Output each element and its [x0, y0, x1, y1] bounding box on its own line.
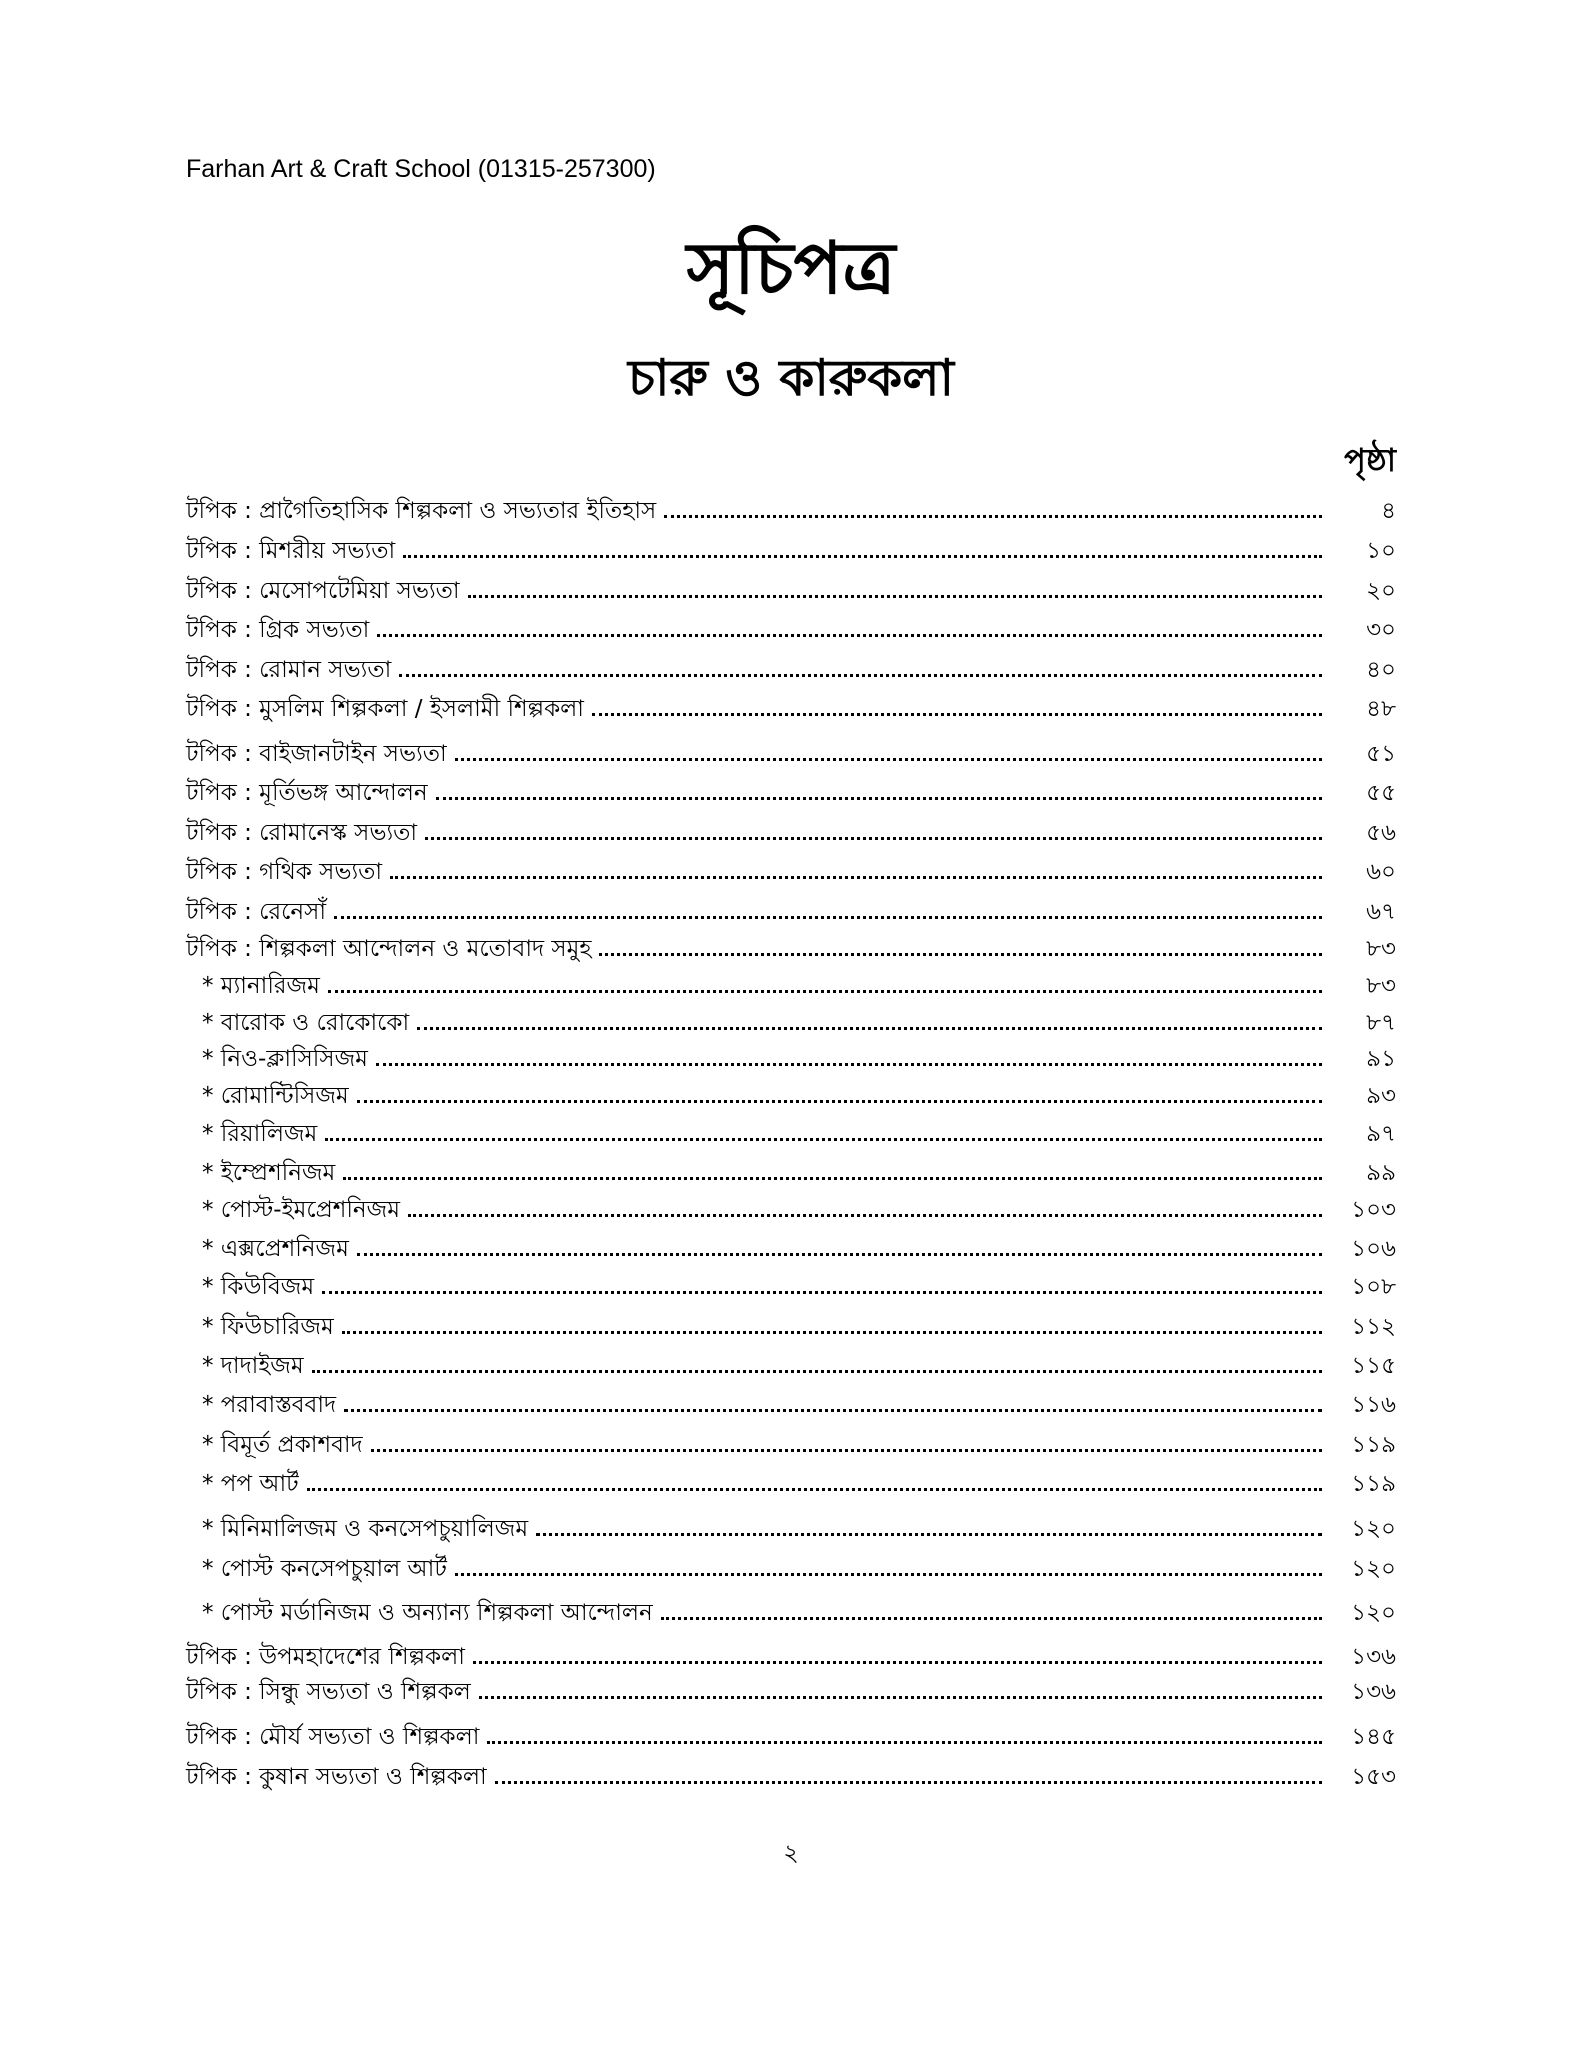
toc-entry-label: * পোস্ট-ইমপ্রেশনিজম	[202, 1197, 401, 1223]
dot-leader	[357, 1253, 1322, 1256]
toc-entry-label: টপিক : মুসলিম শিল্পকলা / ইসলামী শিল্পকলা	[186, 696, 584, 722]
dot-leader	[536, 1533, 1322, 1536]
toc-entry-label: টপিক : মৌর্য সভ্যতা ও শিল্পকলা	[186, 1724, 480, 1750]
toc-entry-label: * ইম্প্রেশনিজম	[202, 1160, 336, 1186]
toc-entry	[186, 1594, 1396, 1628]
toc-entry-label: * পপ আর্ট	[202, 1471, 299, 1497]
toc-entry	[186, 814, 1396, 848]
toc-entry	[186, 967, 1396, 1001]
toc-entry-label: টপিক : উপমহাদেশের শিল্পকলা	[186, 1644, 465, 1670]
toc-entry-label: * কিউবিজম	[202, 1274, 315, 1300]
toc-entry-label: টপিক : রেনেসাঁ	[186, 899, 327, 925]
dot-leader	[399, 674, 1322, 677]
dot-leader	[307, 1488, 1322, 1491]
toc-entry-label: * এক্সপ্রেশনিজম	[202, 1236, 349, 1262]
toc-entry-label: * মিনিমালিজম ও কনসেপচুয়ালিজম	[202, 1516, 529, 1542]
toc-entry	[186, 1308, 1396, 1342]
toc-entry-page-number: ৫৬	[1366, 820, 1396, 846]
toc-entry-label: টপিক : মূর্তিভঙ্গ আন্দোলন	[186, 780, 428, 806]
dot-leader	[473, 1661, 1322, 1664]
toc-entry-page-number: ২০	[1366, 578, 1396, 604]
dot-leader	[342, 1331, 1322, 1334]
toc-entry-page-number: ১৩৬	[1351, 1679, 1396, 1705]
toc-entry-page-number: ১০৩	[1351, 1197, 1396, 1223]
toc-entry-page-number: ১১২	[1351, 1314, 1396, 1340]
toc-entry	[186, 532, 1396, 566]
toc-entry	[186, 690, 1396, 724]
toc-entry	[186, 1040, 1396, 1074]
toc-entry	[186, 853, 1396, 887]
toc-entry-label: * ফিউচারিজম	[202, 1314, 334, 1340]
dot-leader	[376, 1063, 1322, 1066]
school-header: Farhan Art & Craft School (01315-257300)	[186, 155, 656, 183]
toc-entry-page-number: ১২০	[1351, 1600, 1396, 1626]
dot-leader	[661, 1617, 1322, 1620]
dot-leader	[377, 634, 1322, 637]
toc-entry	[186, 1347, 1396, 1381]
dot-leader	[417, 1027, 1322, 1030]
toc-entry-page-number: ৮৩	[1366, 936, 1396, 962]
toc-entry	[186, 735, 1396, 769]
toc-entry-label: টপিক : রোমান সভ্যতা	[186, 657, 392, 683]
toc-entry	[186, 1077, 1396, 1111]
toc-entry-label: টপিক : রোমানেস্ক সভ্যতা	[186, 820, 418, 846]
toc-entry	[186, 774, 1396, 808]
dot-leader	[312, 1370, 1322, 1373]
dot-leader	[599, 953, 1322, 956]
toc-entry-label: * দাদাইজম	[202, 1353, 304, 1379]
dot-leader	[325, 1138, 1322, 1141]
dot-leader	[592, 713, 1322, 716]
page-number: ২	[783, 1839, 799, 1867]
toc-entry-page-number: ১১৬	[1351, 1392, 1396, 1418]
toc-entry-label: * রিয়ালিজম	[202, 1121, 318, 1147]
toc-entry-label: টপিক : মিশরীয় সভ্যতা	[186, 538, 396, 564]
dot-leader	[403, 555, 1322, 558]
page-column-heading: পৃষ্ঠা	[1344, 441, 1396, 479]
dot-leader	[371, 1449, 1322, 1452]
dot-leader	[487, 1741, 1322, 1744]
toc-entry-page-number: ৪০	[1366, 657, 1396, 683]
toc-entry	[186, 1386, 1396, 1420]
dot-leader	[425, 837, 1322, 840]
toc-entry-label: টপিক : গ্রিক সভ্যতা	[186, 617, 370, 643]
dot-leader	[408, 1214, 1322, 1217]
toc-entry	[186, 1154, 1396, 1188]
toc-entry	[186, 1673, 1396, 1707]
toc-entry	[186, 492, 1396, 526]
toc-entry-label: * পোস্ট মর্ডানিজম ও অন্যান্য শিল্পকলা আন্দোলন	[202, 1600, 653, 1626]
dot-leader	[436, 797, 1322, 800]
dot-leader	[343, 1177, 1322, 1180]
toc-entry-label: * পোস্ট কনসেপচুয়াল আর্ট	[202, 1556, 447, 1582]
toc-entry	[186, 893, 1396, 927]
dot-leader	[455, 758, 1322, 761]
table-of-contents	[186, 0, 1396, 2047]
dot-leader	[390, 876, 1322, 879]
toc-entry-page-number: ১৫৩	[1351, 1764, 1396, 1790]
toc-entry	[186, 1758, 1396, 1792]
toc-entry	[186, 1638, 1396, 1672]
toc-entry-page-number: ১২০	[1351, 1516, 1396, 1542]
dot-leader	[479, 1696, 1322, 1699]
toc-entry-label: টপিক : শিল্পকলা আন্দোলন ও মতোবাদ সমুহ	[186, 936, 592, 962]
toc-entry-page-number: ৩০	[1366, 617, 1396, 643]
toc-entry	[186, 1191, 1396, 1225]
page-subtitle: চারু ও কারুকলা	[627, 349, 955, 407]
toc-entry-label: টপিক : মেসোপটেমিয়া সভ্যতা	[186, 578, 460, 604]
toc-entry-page-number: ১০	[1366, 538, 1396, 564]
toc-entry	[186, 1230, 1396, 1264]
toc-entry-label: টপিক : গথিক সভ্যতা	[186, 859, 383, 885]
toc-entry-page-number: ৫১	[1366, 741, 1396, 767]
toc-entry-page-number: ১৪৫	[1351, 1724, 1396, 1750]
toc-entry-page-number: ৪	[1381, 498, 1396, 524]
toc-entry	[186, 1004, 1396, 1038]
toc-entry-label: টপিক : বাইজানটাইন সভ্যতা	[186, 741, 447, 767]
toc-entry-page-number: ১২০	[1351, 1556, 1396, 1582]
toc-entry-page-number: ৬৭	[1366, 899, 1396, 925]
toc-entry-label: টপিক : প্রাগৈতিহাসিক শিল্পকলা ও সভ্যতার ইতিহাস	[186, 498, 657, 524]
toc-entry-page-number: ৯১	[1366, 1046, 1396, 1072]
toc-entry-label: * বারোক ও রোকোকো	[202, 1010, 410, 1036]
dot-leader	[344, 1409, 1322, 1412]
toc-entry	[186, 1718, 1396, 1752]
toc-entry-page-number: ৫৫	[1366, 780, 1396, 806]
dot-leader	[468, 595, 1322, 598]
toc-entry-label: টপিক : কুষান সভ্যতা ও শিল্পকলা	[186, 1764, 487, 1790]
dot-leader	[334, 916, 1322, 919]
toc-entry-page-number: ৬০	[1366, 859, 1396, 885]
toc-entry-label: * বিমূর্ত প্রকাশবাদ	[202, 1432, 363, 1458]
toc-entry-page-number: ১১৯	[1351, 1471, 1396, 1497]
toc-entry-page-number: ৮৭	[1366, 1010, 1396, 1036]
toc-entry-label: টপিক : সিন্ধু সভ্যতা ও শিল্পকল	[186, 1679, 471, 1705]
toc-entry-page-number: ১১৯	[1351, 1432, 1396, 1458]
toc-entry-label: * নিও-ক্লাসিসিজম	[202, 1046, 368, 1072]
toc-entry	[186, 1465, 1396, 1499]
page-title: সূচিপত্র	[686, 226, 896, 310]
toc-entry	[186, 1426, 1396, 1460]
dot-leader	[328, 990, 1322, 993]
dot-leader	[322, 1291, 1322, 1294]
toc-entry-page-number: ১১৫	[1351, 1353, 1396, 1379]
dot-leader	[664, 515, 1322, 518]
toc-entry-page-number: ৮৩	[1366, 973, 1396, 999]
toc-entry-page-number: ১০৮	[1351, 1274, 1396, 1300]
toc-entry-label: * রোমান্টিসিজম	[202, 1083, 349, 1109]
toc-entry-page-number: ১৩৬	[1351, 1644, 1396, 1670]
dot-leader	[357, 1100, 1322, 1103]
toc-entry-page-number: ৪৮	[1366, 696, 1396, 722]
toc-entry-page-number: ৯৭	[1366, 1121, 1396, 1147]
toc-entry-page-number: ৯৩	[1366, 1083, 1396, 1109]
toc-entry	[186, 930, 1396, 964]
toc-entry	[186, 1268, 1396, 1302]
toc-entry-label: * পরাবাস্তববাদ	[202, 1392, 337, 1418]
toc-entry	[186, 1550, 1396, 1584]
toc-entry-page-number: ৯৯	[1366, 1160, 1396, 1186]
toc-entry	[186, 1115, 1396, 1149]
toc-entry	[186, 572, 1396, 606]
toc-entry	[186, 611, 1396, 645]
toc-entry-page-number: ১০৬	[1351, 1236, 1396, 1262]
toc-entry	[186, 651, 1396, 685]
dot-leader	[455, 1573, 1322, 1576]
toc-entry-label: * ম্যানারিজম	[202, 973, 320, 999]
toc-entry	[186, 1510, 1396, 1544]
dot-leader	[495, 1781, 1322, 1784]
